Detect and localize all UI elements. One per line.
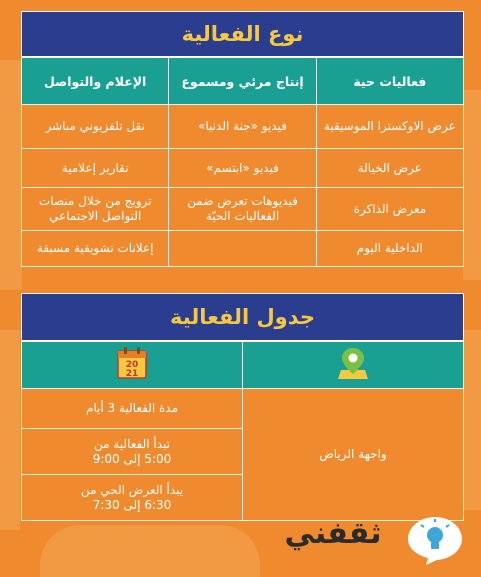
table-cell — [169, 231, 316, 267]
site-logo[interactable] — [268, 514, 468, 566]
column-header-live-events: فعاليات حية — [316, 58, 463, 105]
table-cell: نقل تلفزيوني مباشر — [22, 105, 169, 149]
calendar-icon — [116, 346, 148, 380]
table-cell: تقارير إعلامية — [22, 149, 169, 188]
event-start-cell — [22, 429, 243, 475]
table-cell: فيديو «ابتسم» — [169, 149, 316, 188]
calendar-year-bottom: 21 — [125, 369, 139, 379]
calendar-year-top: 20 — [125, 360, 139, 370]
table-cell: عرض الخيالة — [316, 149, 463, 188]
event-type-table — [21, 57, 464, 267]
lightbulb-icon — [404, 514, 466, 570]
table-row — [22, 149, 464, 188]
schedule-title: جدول الفعالية — [21, 293, 464, 341]
location-icon-cell — [243, 342, 464, 389]
table-row — [22, 389, 464, 429]
live-show-time: 6:30 إلى 7:30 — [92, 497, 172, 512]
table-cell: فيديوهات تعرض ضمن الفعاليات الحيّة — [169, 188, 316, 231]
location-cell: واجهة الرياض — [243, 389, 464, 521]
column-header-media: الإعلام والتواصل — [22, 58, 169, 105]
duration-cell — [22, 389, 243, 429]
table-cell: عرض الاوكسترا الموسيقية — [316, 105, 463, 149]
live-show-cell — [22, 475, 243, 521]
table-cell: الداخلية اليوم — [316, 231, 463, 267]
table-row — [22, 188, 464, 231]
table-row — [22, 105, 464, 149]
table-cell: ترويج من خلال منصات التواصل الاجتماعي — [22, 188, 169, 231]
event-type-card — [21, 11, 464, 267]
live-show-label: يبدأ العرض الحي من — [80, 482, 184, 497]
schedule-icon-row — [22, 342, 464, 389]
event-start-label: تبدأ الفعالية من — [93, 436, 170, 451]
schedule-table — [21, 341, 464, 521]
event-type-header-row — [22, 58, 464, 105]
schedule-card — [21, 293, 464, 521]
duration-text: مدة الفعالية 3 أيام — [85, 401, 179, 415]
table-cell: فيديو «جنة الدنيا» — [169, 105, 316, 149]
event-start-time: 5:00 إلى 9:00 — [92, 451, 172, 466]
column-header-av-production: إنتاج مرئي ومسموع — [169, 58, 316, 105]
table-cell: معرض الذاكرة — [316, 188, 463, 231]
logo-text: ثقفني — [284, 516, 382, 551]
table-cell: إعلانات تشويقية مسبقة — [22, 231, 169, 267]
calendar-icon-cell — [22, 342, 243, 389]
event-type-title: نوع الفعالية — [21, 11, 464, 57]
location-pin-icon — [338, 346, 368, 380]
table-row — [22, 231, 464, 267]
